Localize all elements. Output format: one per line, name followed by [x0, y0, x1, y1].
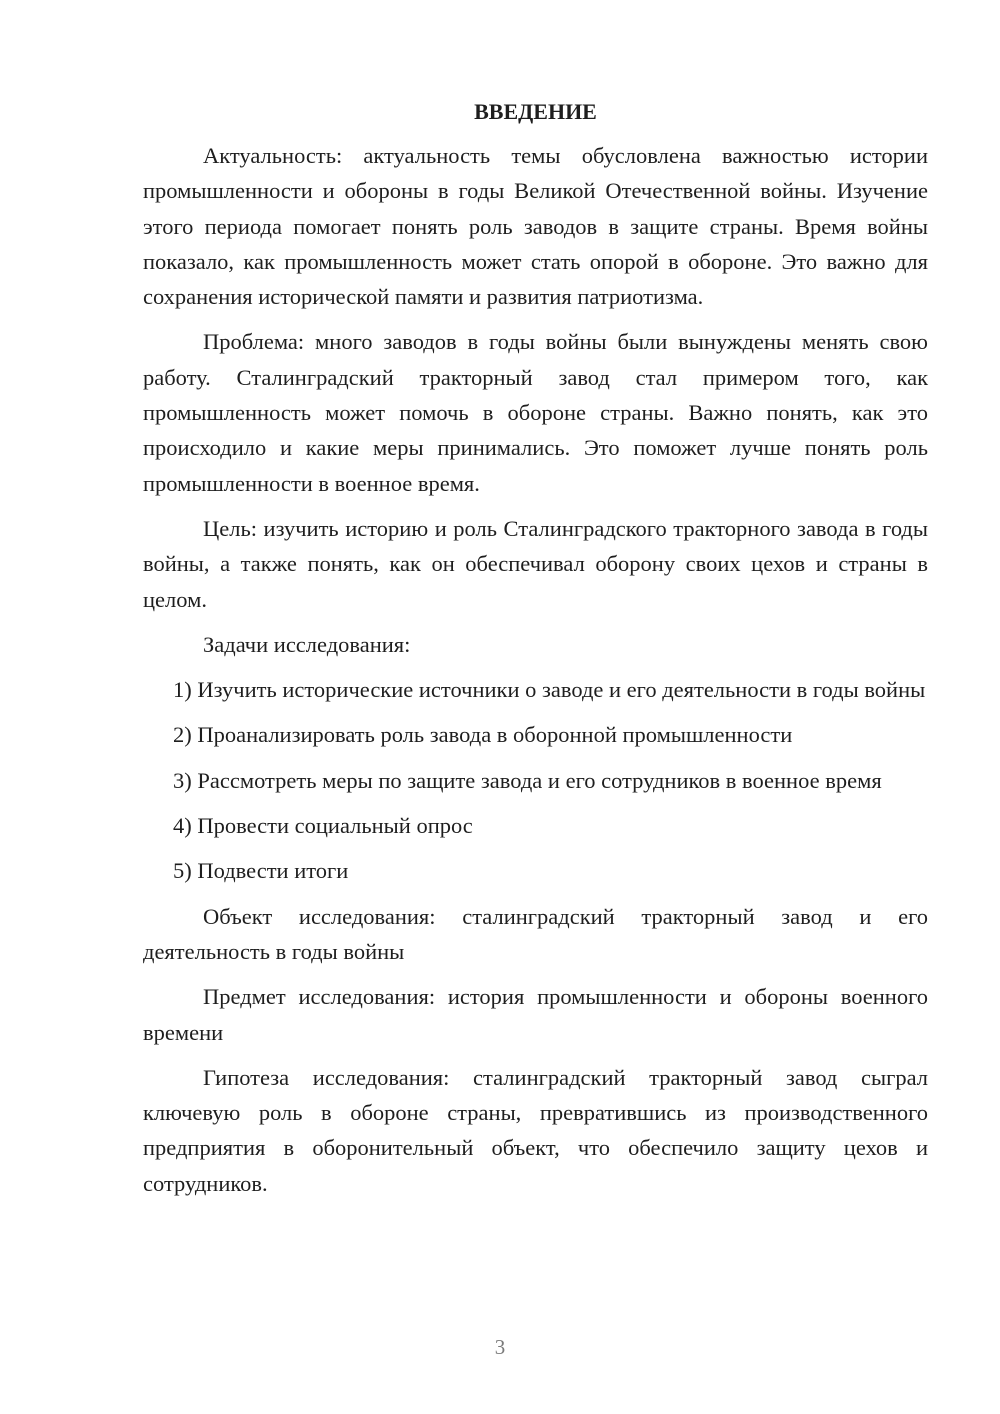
hypothesis-paragraph: Гипотеза исследования: сталинградский тракторный завод сыграл ключевую роль в обороне страны, превратившись из производственного предприятия в оборонительный объект, что обеспечило защиту цехов и сотрудников.	[143, 1064, 928, 1196]
relevance-paragraph: Актуальность: актуальность темы обусловлена важностью истории промышленности и обороны в годы Великой Отечественной войны. Изучение этого периода помогает понять роль заводов в защите страны. Время войны показало, как промышленность может стать опорой в обороне. Это важно для сохранения исторической памяти и развития патриотизма.	[143, 143, 928, 310]
page-content	[143, 94, 928, 1211]
object-paragraph: Объект исследования: сталинградский тракторный завод и его деятельность в годы войны	[143, 903, 928, 964]
task-item: 1) Изучить исторические источники о заводе и его деятельности в годы войны	[173, 677, 926, 703]
page-number: 3	[494, 1335, 506, 1359]
problem-paragraph: Проблема: много заводов в годы войны были вынуждены менять свою работу. Сталинградский тракторный завод стал примером того, как промышленность может помочь в обороне страны. Важно понять, как это происходило и какие меры принимались. Это поможет лучше понять роль промышленности в военное время.	[143, 329, 928, 496]
task-item: 2) Проанализировать роль завода в оборонной промышленности	[173, 722, 793, 748]
tasks-heading: Задачи исследования:	[203, 631, 411, 657]
task-item: 4) Провести социальный опрос	[173, 813, 473, 839]
page-title: ВВЕДЕНИЕ	[474, 99, 597, 124]
goal-paragraph: Цель: изучить историю и роль Сталинградского тракторного завода в годы войны, а также понять, как он обеспечивал оборону своих цехов и страны в целом.	[143, 515, 928, 612]
subject-paragraph: Предмет исследования: история промышленности и обороны военного времени	[143, 984, 928, 1045]
task-item: 3) Рассмотреть меры по защите завода и его сотрудников в военное время	[173, 767, 882, 793]
task-item: 5) Подвести итоги	[173, 858, 349, 884]
